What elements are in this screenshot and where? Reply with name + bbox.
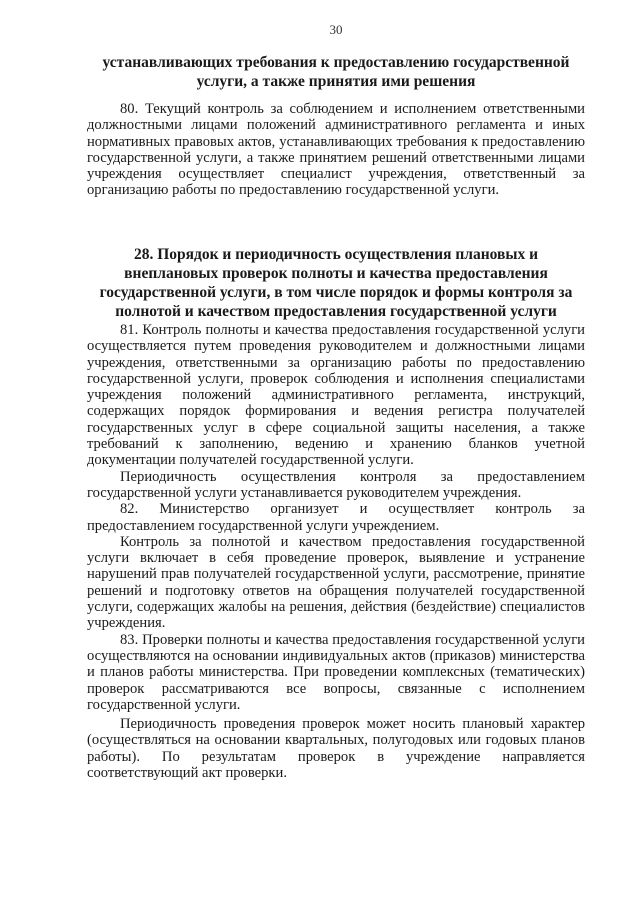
section-27-body [87,101,585,199]
paragraph-80: 80. Текущий контроль за соблюдением и исполнением ответственными должностными лицами положений административного регламента и иных нормативных правовых актов, устанавливающих требования к предоставлению государственной услуги, а также принятием решений ответственными лицами учреждения осуществляет специалист учреждения, ответственный за организацию работы по предоставлению государственной услуги. [87,101,585,199]
section-28-heading: 28. Порядок и периодичность осуществления плановых и внеплановых проверок полноты и качества предоставления государственной услуги, в том числе порядок и формы контроля за полнотой и качеством предоставления государственной услуги [99,246,573,320]
paragraph-inspection-periodicity: Периодичность проведения проверок может носить плановый характер (осуществляться на основании квартальных, полугодовых или годовых планов работы). По результатам проверок в учреждение направляется соответствующий акт проверки. [87,716,585,782]
paragraph-83: 83. Проверки полноты и качества предоставления государственной услуги осуществляются на основании индивидуальных актов (приказов) министерства и планов работы министерства. При проведении комплексных (тематических) проверок рассматриваются все вопросы, связанные с исполнением государственной услуги. [87,631,585,713]
paragraph-81: 81. Контроль полноты и качества предоставления государственной услуги осуществляется путем проведения руководителем и должностными лицами учреждения, ответственными за организацию работы по предоставлению государственной услуги, проверок соблюдения и исполнения специалистами учреждения положений административного регламента, инструкций, содержащих порядок формирования и ведения регистра получателей государственных услуг в сфере социальной защиты населения, а также требований к заполнению, ведению и хранению бланков учетной документации получателей государственной услуги. [87,322,585,469]
paragraph-82: 82. Министерство организует и осуществляет контроль за предоставлением государственной услуги учреждением. [87,501,585,534]
paragraph-periodicity: Периодичность осуществления контроля за предоставлением государственной услуги устанавливается руководителем учреждения. [87,468,585,501]
page-number: 30 [329,22,343,37]
section-heading-continued: устанавливающих требования к предоставлению государственной услуги, а также принятия ими решения [102,54,570,90]
paragraph-control-content: Контроль за полнотой и качеством предоставления государственной услуги включает в себя проведение проверок, выявление и устранение нарушений прав получателей государственной услуги, рассмотрение, принятие решений и подготовку ответов на обращения получателей государственной услуги, содержащих жалобы на решения, действия (бездействие) специалистов учреждения. [87,533,585,632]
section-28-body [87,322,585,781]
